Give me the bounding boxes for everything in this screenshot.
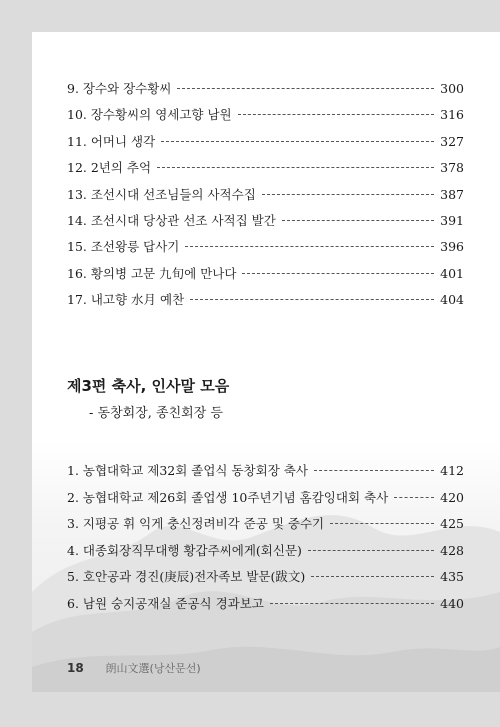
toc-entry-page: 440 — [440, 596, 464, 611]
dotted-leader — [238, 114, 435, 115]
toc-entry — [67, 290, 464, 310]
toc-entry-page: 401 — [440, 265, 464, 281]
page-footer — [67, 660, 201, 676]
toc-entry-title: 12. 2년의 추억 — [67, 160, 152, 176]
section-subtitle: - 동창회장, 종친회장 등 — [89, 406, 223, 421]
toc-entry-title: 5. 호안공과 경진(庚辰)전자족보 발문(跋文) — [67, 569, 306, 585]
toc-entry — [67, 185, 464, 205]
dotted-leader — [282, 220, 434, 221]
dotted-leader — [308, 550, 434, 551]
toc-entry-title: 17. 내고향 水月 예찬 — [67, 292, 185, 308]
toc-entry — [67, 132, 464, 152]
toc-entry-title: 16. 황의병 고문 九旬에 만나다 — [67, 265, 237, 281]
toc-entry-title: 2. 농협대학교 제26회 졸업생 10주년기념 홈캄잉대회 축사 — [67, 489, 389, 505]
toc-entry — [67, 211, 464, 231]
page-number: 18 — [67, 661, 84, 675]
toc-entry — [67, 594, 464, 614]
toc-entry-page: 428 — [440, 542, 464, 558]
toc-entry — [67, 541, 464, 561]
toc-entry-title: 13. 조선시대 선조님들의 사적수집 — [67, 186, 256, 202]
dotted-leader — [330, 523, 434, 524]
toc-entry-title: 6. 남원 숭지공재실 준공식 경과보고 — [67, 596, 264, 611]
toc-entry-title: 9. 장수와 장수황씨 — [67, 81, 172, 96]
toc-entry-page: 378 — [440, 160, 464, 176]
toc-entry-title: 14. 조선시대 당상관 선조 사적집 발간 — [67, 213, 276, 228]
section-title: 제3편 축사, 인사말 모음 — [67, 377, 230, 395]
toc-entry-page: 435 — [440, 569, 464, 585]
toc-entry — [67, 514, 464, 534]
toc-entry-page: 396 — [440, 239, 464, 255]
dotted-leader — [270, 603, 434, 604]
dotted-leader — [394, 497, 434, 498]
toc-entry — [67, 237, 464, 257]
toc-entry-page: 300 — [440, 81, 464, 96]
book-title: 朗山文選(낭산문선) — [105, 662, 201, 675]
dotted-leader — [190, 299, 434, 300]
toc-entry-page: 404 — [440, 292, 464, 308]
toc-entry-title: 15. 조선왕릉 답사기 — [67, 239, 180, 255]
toc-entry — [67, 79, 464, 99]
book-page — [32, 32, 500, 692]
toc-entry-title: 3. 지평공 휘 익게 충신정려비각 준공 및 중수기 — [67, 516, 325, 532]
toc-entry — [67, 461, 464, 481]
toc-entry-title: 1. 농협대학교 제32회 졸업식 동창회장 축사 — [67, 463, 308, 478]
dotted-leader — [311, 576, 434, 577]
toc-entry-title: 11. 어머니 생각 — [67, 133, 156, 149]
dotted-leader — [161, 141, 434, 142]
toc-entry-page: 425 — [440, 516, 464, 532]
toc-entry-title: 10. 장수황씨의 영세고향 남원 — [67, 107, 232, 123]
toc-entry — [67, 158, 464, 178]
toc-entry-page: 316 — [440, 107, 464, 123]
dotted-leader — [177, 88, 434, 89]
toc-entry — [67, 105, 464, 125]
dotted-leader — [157, 167, 434, 168]
toc-entry-page: 412 — [440, 463, 464, 478]
dotted-leader — [185, 246, 434, 247]
toc-entry-page: 327 — [440, 133, 464, 149]
toc-entry-page: 391 — [440, 213, 464, 228]
dotted-leader — [314, 470, 434, 471]
toc-entry — [67, 264, 464, 284]
toc-entry — [67, 488, 464, 508]
dotted-leader — [242, 273, 434, 274]
dotted-leader — [262, 194, 434, 195]
toc-entry-title: 4. 대종회장직무대행 황갑주씨에게(회신문) — [67, 542, 302, 558]
toc-entry-page: 420 — [440, 489, 464, 505]
toc-entry — [67, 567, 464, 587]
toc-entry-page: 387 — [440, 186, 464, 202]
